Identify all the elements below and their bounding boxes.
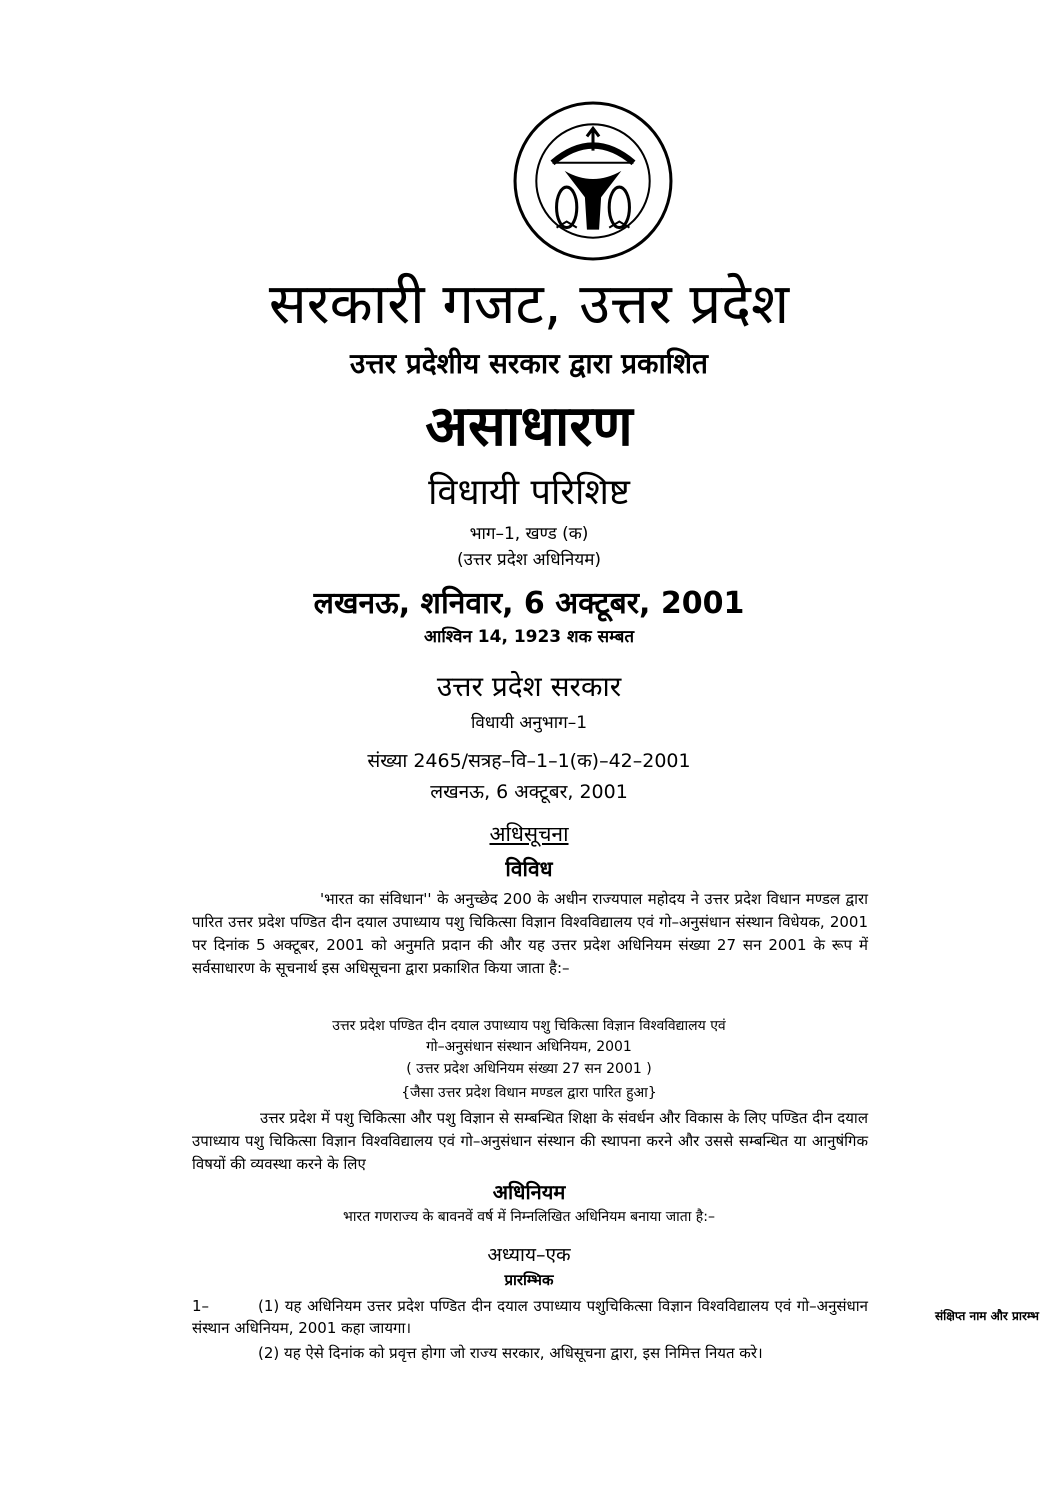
act-long-title: उत्तर प्रदेश में पशु चिकित्सा और पशु विज्ञान से सम्बन्धित शिक्षा के संवर्धन और विकास के लिए पण्डित दीन दयाल उपाध्याय पशु चिकित्सा विज्ञान विश्वविद्यालय एवं गो–अनुसंधान संस्थान की स्थापना करने और उससे सम्बन्धित या आनुषंगिक विषयों की व्यवस्था करने के लिए	[192, 1109, 868, 1173]
act-passed-note: {जैसा उत्तर प्रदेश विधान मण्डल द्वारा पारित हुआ}	[401, 1085, 657, 1101]
section-1-1-text: (1) यह अधिनियम उत्तर प्रदेश पण्डित दीन दयाल उपाध्याय पशुचिकित्सा विज्ञान विश्वविद्यालय एवं गो–अनुसंधान संस्थान अधिनियम, 2001 कहा जायगा।	[192, 1297, 868, 1337]
supplement-label: विधायी परिशिष्ट	[428, 472, 630, 513]
enacting-formula: भारत गणराज्य के बावनवें वर्ष में निम्नलिखित अधिनियम बनाया जाता है:–	[343, 1209, 715, 1225]
section-number: 1–	[192, 1297, 210, 1315]
section-name: विधायी अनुभाग–1	[470, 713, 588, 733]
section-1-subsection-2: (2) यह ऐसे दिनांक को प्रवृत्त होगा जो राज्य सरकार, अधिसूचना द्वारा, इस निमित्त नियत करे।	[258, 1344, 763, 1362]
gazette-subtitle: उत्तर प्रदेशीय सरकार द्वारा प्रकाशित	[349, 347, 709, 380]
gazette-title: सरकारी गजट, उत्तर प्रदेश	[268, 272, 790, 337]
dateline: लखनऊ, शनिवार, 6 अक्टूबर, 2001	[313, 586, 745, 621]
margin-note: संक्षिप्त नाम और प्रारम्भ	[935, 1309, 1039, 1323]
part-label: भाग–1, खण्ड (क)	[469, 524, 589, 544]
notification-subheading: विविध	[505, 857, 553, 881]
act-name-line2: गो–अनुसंधान संस्थान अधिनियम, 2001	[426, 1039, 632, 1055]
part-description: (उत्तर प्रदेश अधिनियम)	[456, 550, 602, 570]
place-date: लखनऊ, 6 अक्टूबर, 2001	[430, 781, 628, 803]
act-name-line1: उत्तर प्रदेश पण्डित दीन दयाल उपाध्याय पशु चिकित्सा विज्ञान विश्वविद्यालय एवं	[332, 1018, 726, 1034]
up-government-seal-icon	[512, 100, 674, 262]
notification-number: संख्या 2465/सत्रह–वि–1–1(क)–42–2001	[367, 750, 691, 772]
extraordinary-label: असाधारण	[425, 394, 633, 459]
act-heading: अधिनियम	[492, 1180, 566, 1204]
notification-body: 'भारत का संविधान'' के अनुच्छेद 200 के अधीन राज्यपाल महोदय ने उत्तर प्रदेश विधान मण्डल द्वारा पारित उत्तर प्रदेश पण्डित दीन दयाल उपाध्याय पशु चिकित्सा विज्ञान विश्वविद्यालय एवं गो–अनुसंधान संस्थान विधेयक, 2001 पर दिनांक 5 अक्टूबर, 2001 को अनुमति प्रदान की और यह उत्तर प्रदेश अधिनियम संख्या 27 सन 2001 के रूप में सर्वसाधारण के सूचनार्थ इस अधिसूचना द्वारा प्रकाशित किया जाता है:–	[192, 890, 868, 977]
chapter-title: प्रारम्भिक	[504, 1271, 554, 1289]
section-1-subsection-1	[192, 1295, 868, 1339]
government-name: उत्तर प्रदेश सरकार	[436, 670, 622, 703]
act-number: ( उत्तर प्रदेश अधिनियम संख्या 27 सन 2001 )	[406, 1061, 652, 1077]
saka-date: आश्विन 14, 1923 शक सम्बत	[423, 627, 635, 647]
chapter-heading: अध्याय–एक	[487, 1244, 571, 1266]
notification-heading: अधिसूचना	[489, 822, 569, 846]
